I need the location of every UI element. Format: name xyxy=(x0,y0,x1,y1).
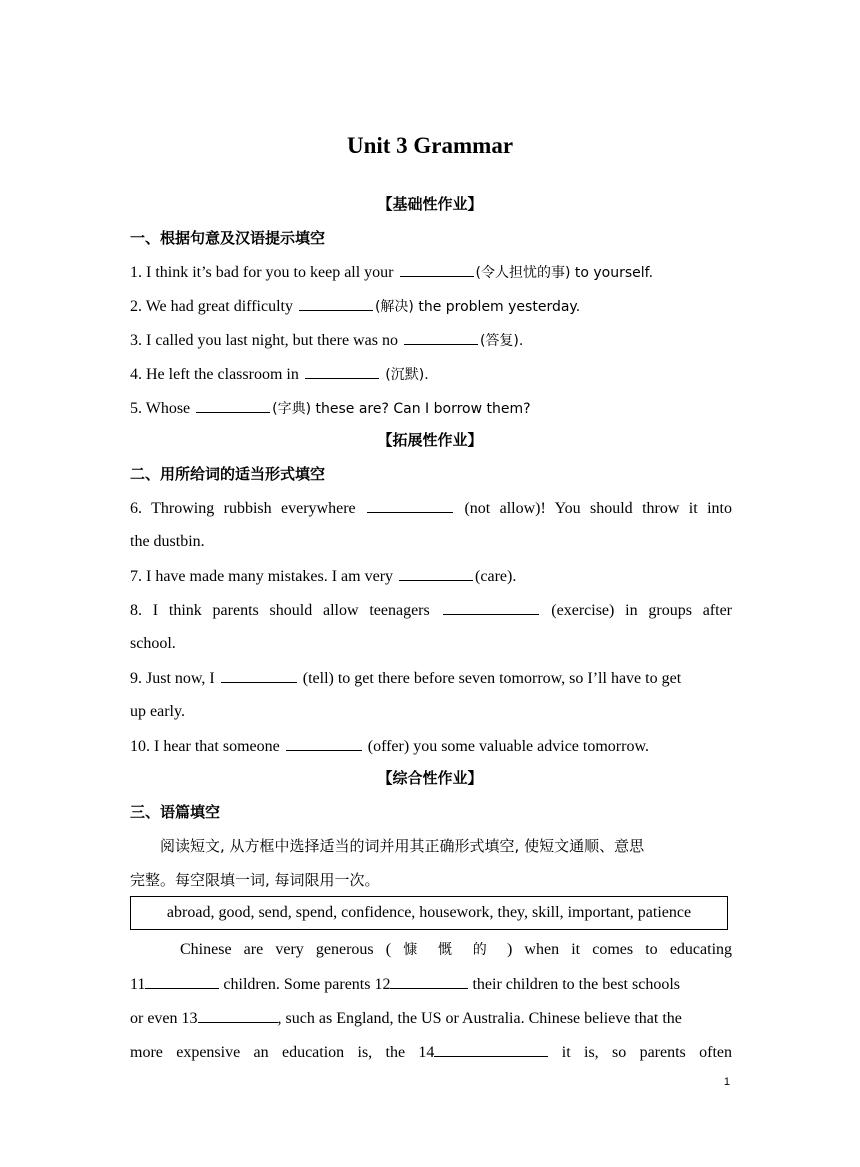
answer-blank-11[interactable] xyxy=(145,972,219,989)
heading-part-one: 一、根据句意及汉语提示填空 xyxy=(130,229,326,247)
passage-line-1: Chinese are very generous ( 慷 慨 的 ) when it comes to educating xyxy=(180,941,733,958)
question-1: 1. I think it’s bad for you to keep all your (令人担忧的事) to yourself. xyxy=(130,260,732,285)
question-8-cont: school. xyxy=(130,635,176,652)
question-2: 2. We had great difficulty (解决) the problem yesterday. xyxy=(130,294,732,319)
question-9: 9. Just now, I (tell) to get there before seven tomorrow, so I’ll have to get xyxy=(130,666,732,691)
answer-blank[interactable] xyxy=(404,328,478,345)
passage-instruction: 阅读短文, 从方框中选择适当的词并用其正确形式填空, 使短文通顺、意思 xyxy=(160,837,645,855)
question-7: 7. I have made many mistakes. I am very (care). xyxy=(130,564,732,589)
passage-line-2: 11 children. Some parents 12 their children to the best schools xyxy=(130,972,732,997)
answer-blank[interactable] xyxy=(286,734,362,751)
answer-blank[interactable] xyxy=(196,396,270,413)
word-box: abroad, good, send, spend, confidence, housework, they, skill, important, patience xyxy=(130,896,728,930)
passage-line-3: or even 13 , such as England, the US or Australia. Chinese believe that the xyxy=(130,1006,732,1031)
answer-blank-13[interactable] xyxy=(198,1006,278,1023)
passage-instruction-cont: 完整。每空限填一词, 每词限用一次。 xyxy=(130,871,380,889)
answer-blank[interactable] xyxy=(367,496,453,513)
section-extended-homework: 【拓展性作业】 xyxy=(377,431,483,449)
question-8: 8. I think parents should allow teenagers (exercise) in groups after xyxy=(130,598,732,623)
question-3: 3. I called you last night, but there was no (答复). xyxy=(130,328,732,353)
heading-part-three: 三、语篇填空 xyxy=(130,803,221,821)
question-4: 4. He left the classroom in (沉默). xyxy=(130,362,732,387)
question-10: 10. I hear that someone (offer) you some valuable advice tomorrow. xyxy=(130,734,732,759)
question-5: 5. Whose (字典) these are? Can I borrow them? xyxy=(130,396,732,421)
question-6-cont: the dustbin. xyxy=(130,533,205,550)
answer-blank[interactable] xyxy=(399,564,473,581)
answer-blank[interactable] xyxy=(299,294,373,311)
page-number: 1 xyxy=(723,1076,730,1088)
answer-blank-12[interactable] xyxy=(390,972,468,989)
answer-blank[interactable] xyxy=(305,362,379,379)
section-basic-homework: 【基础性作业】 xyxy=(377,195,483,213)
answer-blank[interactable] xyxy=(221,666,297,683)
answer-blank[interactable] xyxy=(400,260,474,277)
passage-line-4: more expensive an education is, the 14 it is, so parents often xyxy=(130,1040,732,1065)
answer-blank-14[interactable] xyxy=(434,1040,548,1057)
section-comprehensive-homework: 【综合性作业】 xyxy=(377,769,483,787)
question-6: 6. Throwing rubbish everywhere (not allow)! You should throw it into xyxy=(130,496,732,521)
heading-part-two: 二、用所给词的适当形式填空 xyxy=(130,465,326,483)
answer-blank[interactable] xyxy=(443,598,539,615)
question-9-cont: up early. xyxy=(130,703,185,720)
page-title: Unit 3 Grammar xyxy=(346,133,514,158)
